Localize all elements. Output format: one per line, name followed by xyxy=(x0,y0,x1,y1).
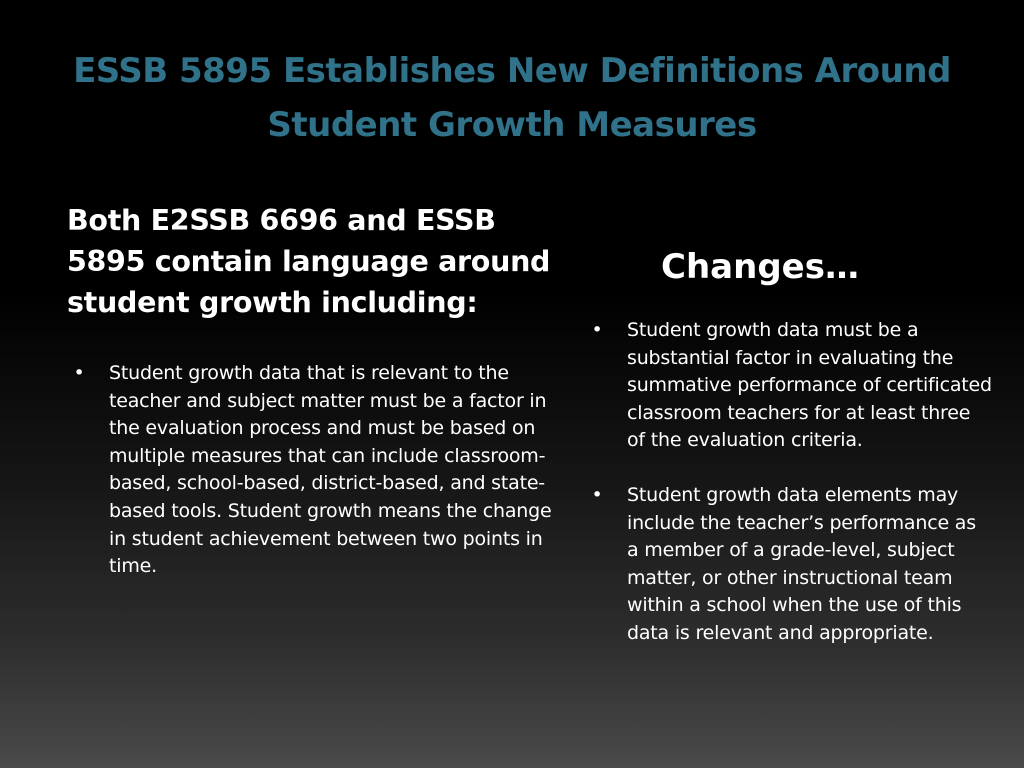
left-bullet-list xyxy=(69,360,559,581)
bullet-icon: • xyxy=(591,319,603,341)
bullet-item xyxy=(69,360,559,581)
bullet-text: Student growth data elements may include the teacher’s performance as a member of a grade-level, subject matter, or other instructional team within a school when the use of this data is relevant and appropriate. xyxy=(627,483,976,644)
bullet-icon: • xyxy=(73,362,85,384)
right-column-heading: Changes… xyxy=(661,247,859,287)
bullet-text: Student growth data that is relevant to the teacher and subject matter must be a factor in the evaluation process and must be based on multiple measures that can include classroom-based, school-based, district-based, and state-based tools. Student growth means the change in student achievement between two points in time. xyxy=(109,362,552,578)
slide-title: ESSB 5895 Establishes New Definitions Around Student Growth Measures xyxy=(73,51,951,145)
bullet-item xyxy=(587,482,992,648)
bullet-text: Student growth data must be a substantial factor in evaluating the summative performance of certificated classroom teachers for at least three of the evaluation criteria. xyxy=(627,319,992,452)
bullet-icon: • xyxy=(591,483,603,506)
bullet-item xyxy=(587,317,992,455)
left-column-heading: Both E2SSB 6696 and ESSB 5895 contain language around student growth including: xyxy=(67,204,551,319)
right-bullet-list xyxy=(587,317,992,648)
